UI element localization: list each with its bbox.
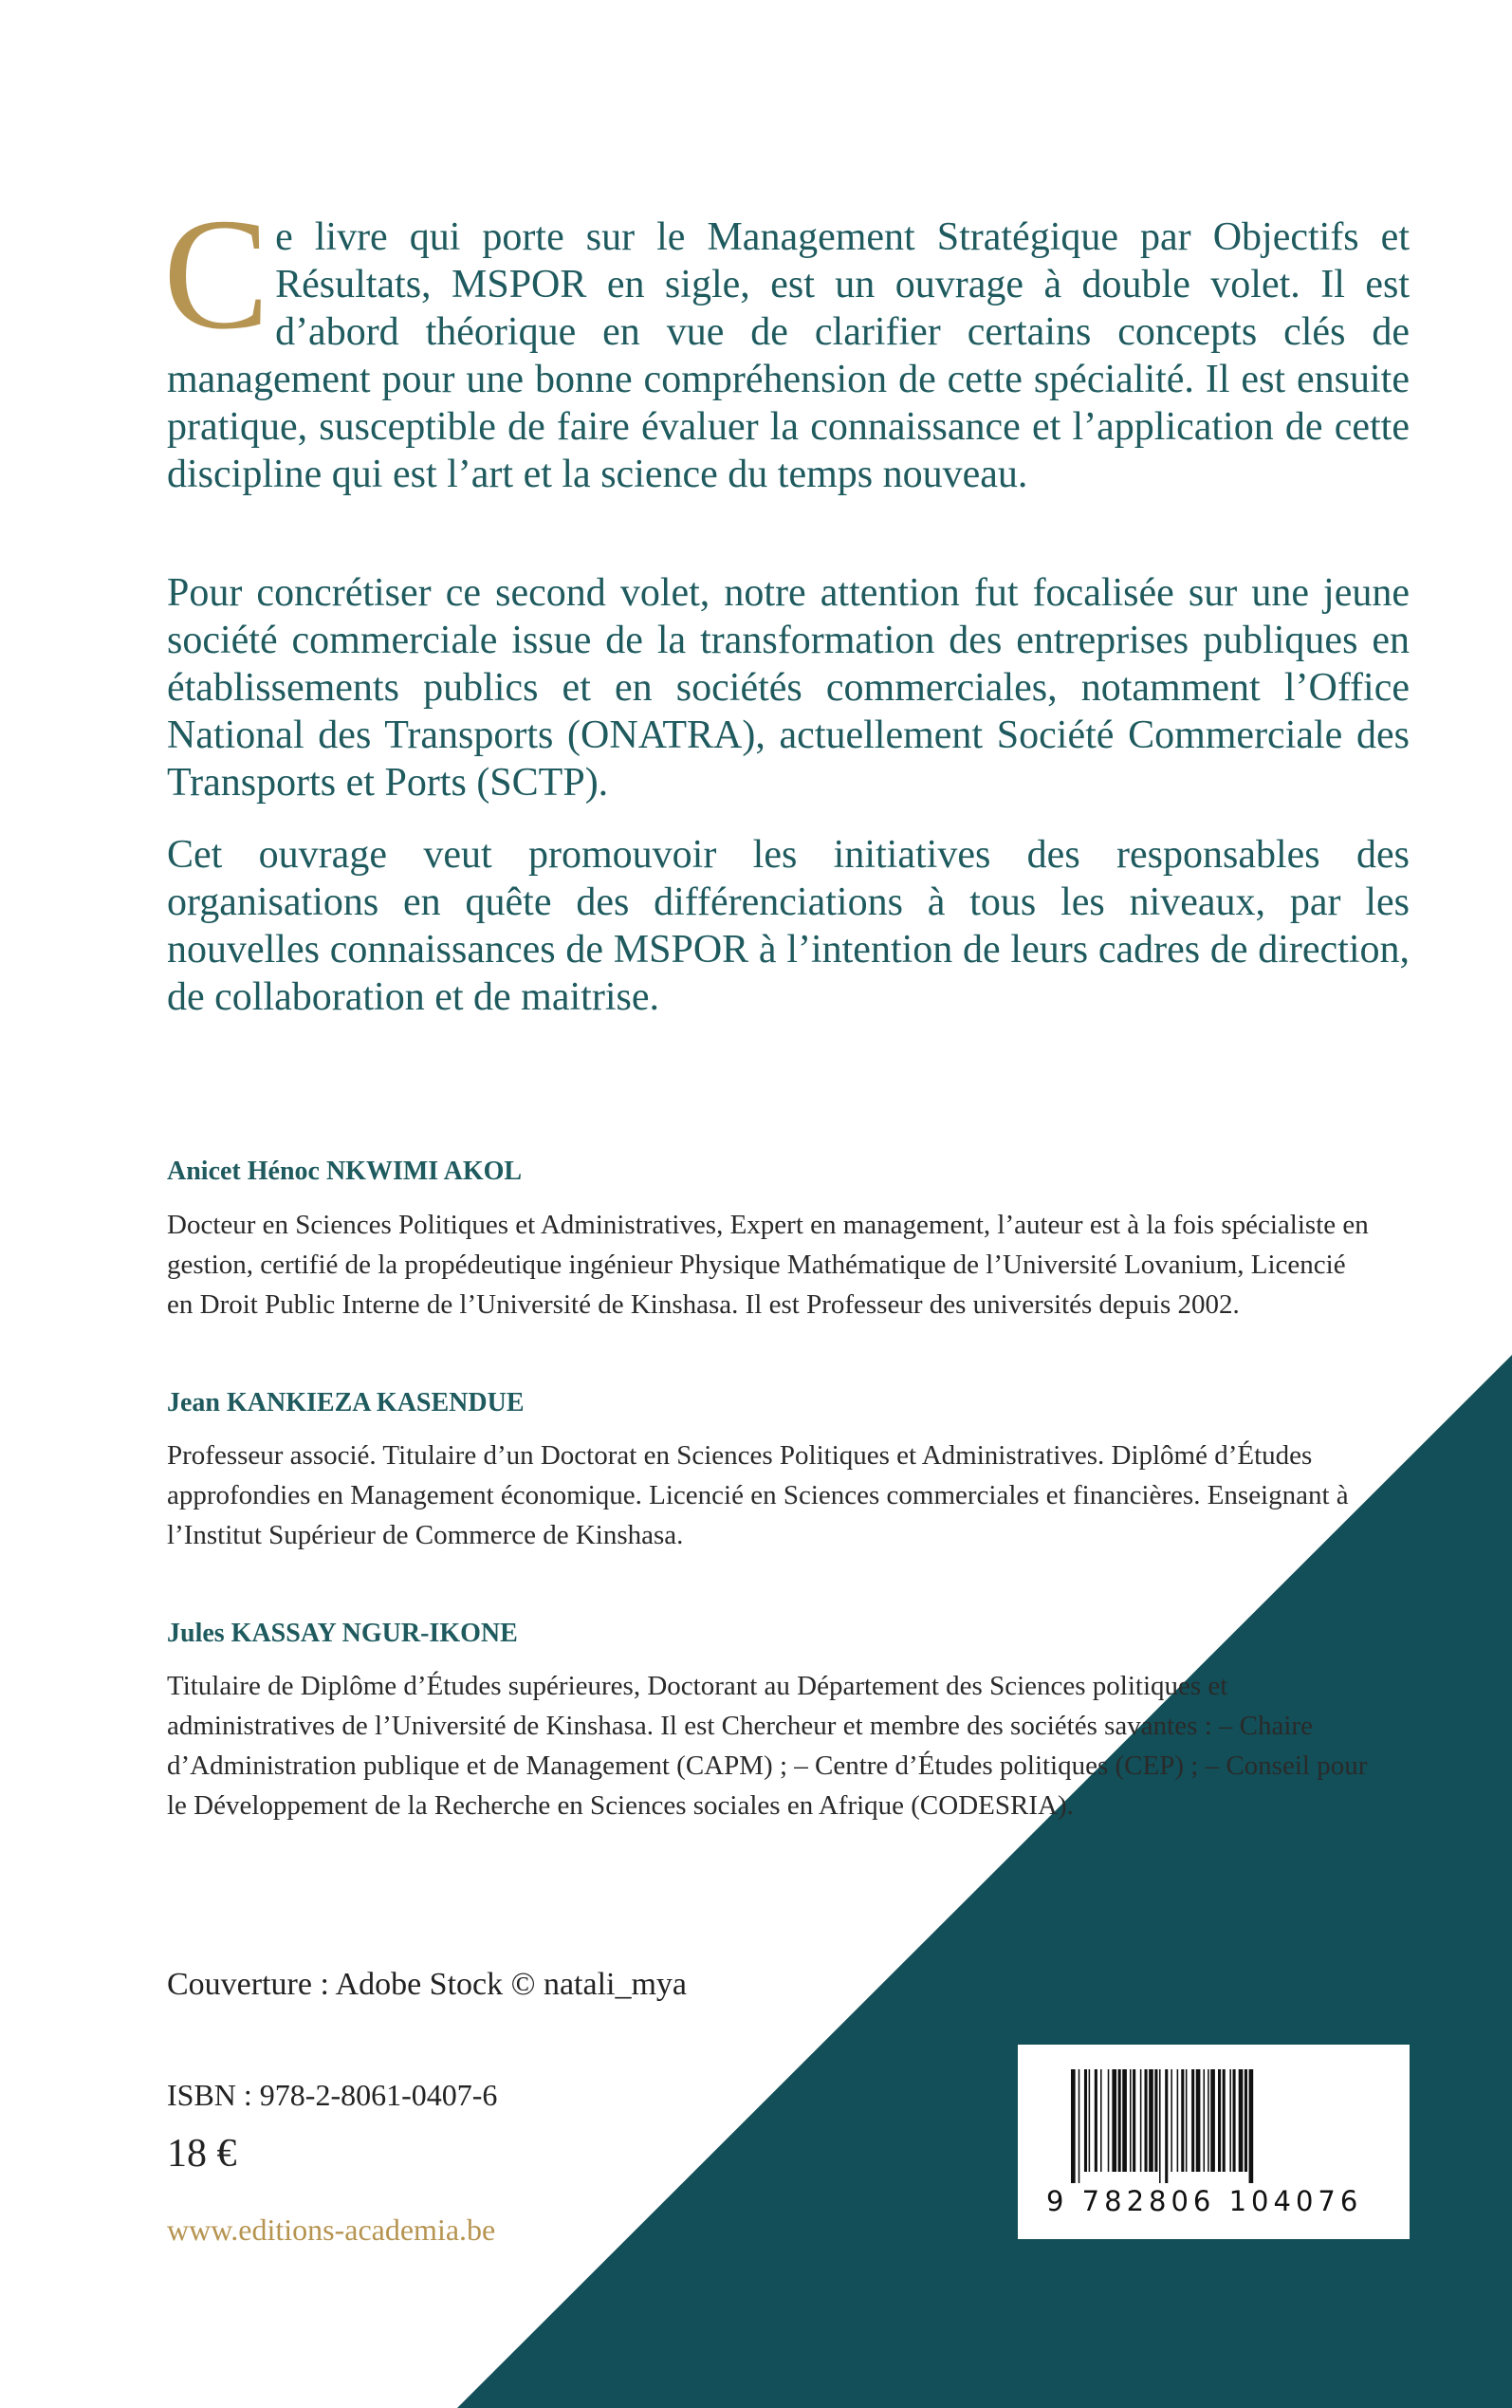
barcode-bar xyxy=(1140,2069,1142,2172)
barcode-bar xyxy=(1145,2069,1148,2172)
blurb-paragraph-1 xyxy=(163,186,1410,498)
blurb-paragraph-3: Cet ouvrage veut promouvoir les initiatives des responsables des organisations en quête des différenciations à tous les niveaux, par les nouvelles connaissances de MSPOR à l’intention de leurs cadres de direction, de collaboration et de maitrise. xyxy=(167,833,1410,1019)
barcode-bar xyxy=(1223,2069,1226,2172)
barcode-bar xyxy=(1071,2069,1076,2183)
barcode-bar xyxy=(1208,2069,1209,2172)
blurb-paragraph-2: Pour concrétiser ce second volet, notre attention fut focalisée sur une jeune société commerciale issue de la transformation des entreprises publiques en établissements publics et en sociétés commerciales, notamment l’Office National des Transports (ONATRA), actuellement Société Commerciale des Transports et Ports (SCTP). xyxy=(167,571,1410,805)
author-name-3: Jules KASSAY NGUR-IKONE xyxy=(167,1619,518,1648)
barcode-bar xyxy=(1218,2069,1221,2172)
barcode-bar xyxy=(1186,2069,1188,2172)
author-bio-1: Docteur en Sciences Politiques et Administratives, Expert en management, l’auteur est à la fois spécialiste en gestion, certifié de la propédeutique ingénieur Physique Mathématique de l’Université Lovanium, Licencié en Droit Public Interne de l’Université de Kinshasa. Il est Professeur des universités depuis 2002. xyxy=(167,1210,1369,1320)
barcode-bar xyxy=(1204,2069,1206,2172)
barcode-bar xyxy=(1118,2069,1121,2172)
author-name-2: Jean KANKIEZA KASENDUE xyxy=(167,1388,525,1417)
isbn-number: ISBN : 978-2-8061-0407-6 xyxy=(167,2078,498,2112)
barcode-bar xyxy=(1112,2069,1116,2172)
barcode-bar xyxy=(1181,2069,1184,2172)
barcode-bar xyxy=(1122,2069,1127,2172)
barcode xyxy=(1018,2045,1410,2239)
barcode-bar xyxy=(1089,2069,1091,2172)
author-bio-3: Titulaire de Diplôme d’Études supérieures, Doctorant au Département des Sciences politiques et administratives de l’Université de Kinshasa. Il est Chercheur et membre des sociétés savantes : – Chaire d’Administration publique et de Management (CAPM) ; – Centre d’Études politiques (CEP) ; – Conseil pour le Développement de la Recherche en Sciences sociales en Afrique (CODESRIA). xyxy=(167,1671,1368,1821)
author-bio-2: Professeur associé. Titulaire d’un Doctorat en Sciences Politiques et Administratives. Diplômé d’Études approfondies en Management économique. Licencié en Sciences commerciales et financières. Enseignant à l’Institut Supérieur de Commerce de Kinshasa. xyxy=(167,1440,1349,1550)
barcode-bar xyxy=(1177,2069,1179,2172)
barcode-bar xyxy=(1100,2069,1102,2172)
barcode-bar xyxy=(1159,2069,1161,2183)
price: 18 € xyxy=(167,2132,237,2176)
barcode-bar xyxy=(1210,2069,1215,2172)
barcode-bar xyxy=(1108,2069,1110,2172)
barcode-bar xyxy=(1154,2069,1157,2172)
barcode-bar xyxy=(1229,2069,1231,2172)
publisher-website: www.editions-academia.be xyxy=(167,2213,496,2247)
barcode-bar xyxy=(1133,2069,1135,2172)
barcode-bar xyxy=(1171,2069,1172,2172)
barcode-bar xyxy=(1196,2069,1201,2172)
barcode-bar xyxy=(1239,2069,1244,2172)
barcode-digits: 9 782806 104076 xyxy=(1046,2185,1363,2217)
author-name-1: Anicet Hénoc NKWIMI AKOL xyxy=(167,1157,523,1186)
barcode-bar xyxy=(1165,2069,1168,2183)
barcode-bar xyxy=(1249,2069,1254,2183)
barcode-bars xyxy=(1071,2069,1393,2183)
barcode-bar xyxy=(1084,2069,1087,2172)
barcode-bar xyxy=(1149,2069,1153,2172)
dropcap-letter: C xyxy=(163,186,270,362)
barcode-bar xyxy=(1233,2069,1236,2172)
barcode-bar xyxy=(1130,2069,1132,2172)
blurb-paragraph-1-text: e livre qui porte sur le Management Stratégique par Objectifs et Résultats, MSPOR en sigle, est un ouvrage à double volet. Il est d’abord théorique en vue de clarifier certains concepts clés de management pour une bonne compréhension de cette spécialité. Il est ensuite pratique, susceptible de faire évaluer la connaissance et l’application de cette discipline qui est l’art et la science du temps nouveau. xyxy=(167,215,1410,496)
barcode-bar xyxy=(1245,2069,1247,2172)
cover-credit: Couverture : Adobe Stock © natali_mya xyxy=(167,1967,688,2002)
barcode-bar xyxy=(1191,2069,1194,2172)
barcode-bar xyxy=(1095,2069,1097,2172)
barcode-bar xyxy=(1079,2069,1080,2183)
